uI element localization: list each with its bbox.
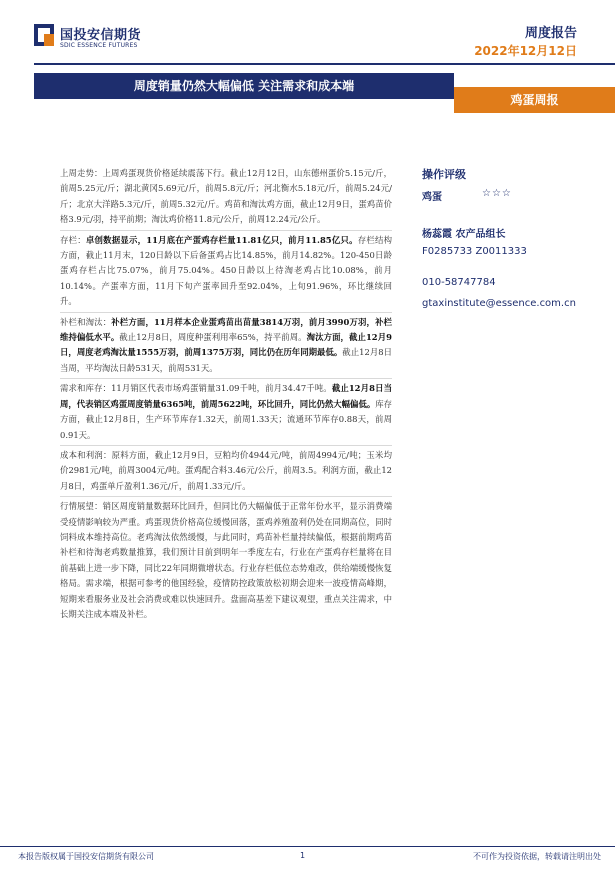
logo-name-cn: 国投安信期货	[60, 28, 142, 43]
logo-icon	[34, 24, 54, 46]
analyst-cert: F0285733 Z0011333	[422, 246, 527, 257]
highlight-inventory: 卓创数据显示，11月底在产蛋鸡存栏量11.81亿只，前月11.85亿只。	[85, 234, 358, 245]
text-replenish: 截止12月8日，周度种蛋利用率65%，持平前周。	[119, 332, 307, 343]
rating-heading: 操作评级	[422, 168, 466, 181]
text-stock: 库存方面，截止12月8日，生产环节库存1.32天，前周1.33天；流通环节库存0.88天，前周0.91天。	[60, 398, 393, 440]
analyst-email[interactable]: gtaxinstitute@essence.com.cn	[422, 298, 576, 309]
report-title: 周度销量仍然大幅偏低 关注需求和成本端	[34, 73, 454, 99]
footer-copyright: 本报告版权属于国投安信期货有限公司	[18, 852, 154, 861]
paragraph-demand	[60, 381, 392, 443]
sidebar	[422, 166, 615, 309]
divider	[60, 312, 392, 313]
highlight-demand: 截止12月8日当周，代表销区鸡蛋周度销量6365吨，前周5622吨，环比回升，同比仍然大幅偏低。	[60, 383, 393, 409]
rating-product: 鸡蛋	[422, 192, 442, 203]
footer-divider	[0, 846, 615, 847]
footer-disclaimer: 不可作为投资依据，转载请注明出处	[473, 852, 601, 861]
section-tag: 鸡蛋周报	[454, 87, 615, 113]
company-logo	[34, 22, 194, 56]
paragraph-outlook: 行情展望：销区周度销量数据环比回升，但同比仍大幅偏低于正常年份水平，显示消费端受疫情影响较为严重。鸡蛋现货价格高位缓慢回落，蛋鸡养殖盈利仍处在同期高位，同时饲料成本维持高位。老鸡淘汰依然缓慢，与此同时，鸡苗补栏量持续偏低，根据前期鸡苗补栏和待淘老鸡数量推算，我们预计目前到明年一季度左右，行业在产蛋鸡存栏量将在目前基础上进一步下降，同比22年同期微增状态。行业存栏低位态势难改，供给端缓慢恢复格局。需求端，根据可参考的他国经验，疫情防控政策放松初期会迎来一波疫情高峰期，短期来看服务业及社会消费或难以快速回升。盘面高基差下建议观望，重点关注需求，中长期关注成本端及补栏。	[60, 501, 392, 619]
text-inventory: 存栏结构方面，截止11月末，120日龄以下后备蛋鸡占比14.85%，前月14.82%。120-450日龄蛋鸡存栏占比75.07%，前月75.04%。450日龄以上待淘老鸡占比10.08%，前月10.14%。产蛋率方面，11月下旬产蛋率回升至92.04%，上旬91.96%，环比继续回升。	[60, 234, 393, 307]
highlight-replenish: 补栏方面，11月样本企业蛋鸡苗出苗量3814万羽，前月3990万羽，补栏维持偏低水平。	[60, 316, 392, 343]
analyst-name: 杨蕊霞 农产品组长	[422, 229, 506, 240]
rating-stars-icon: ☆☆☆	[482, 188, 512, 199]
paragraph-inventory	[60, 233, 392, 310]
text-culling: 截止12月8日当周，平均淘汰日龄531天，前周531天。	[60, 347, 392, 373]
highlight-culling: 淘汰方面，截止12月9日，周度老鸡淘汰量1555万羽，前周1375万羽，同比仍在历年同期最低。	[60, 332, 392, 358]
analyst-phone: 010-58747784	[422, 277, 496, 288]
text-demand: 需求和库存：11月销区代表市场鸡蛋销量31.09千吨，前月34.47千吨。	[60, 383, 332, 394]
rating-row	[422, 188, 615, 203]
page-number: 1	[300, 851, 306, 860]
divider	[60, 496, 392, 497]
report-date: 2022年12月12日	[474, 44, 577, 58]
logo-name-en: SDIC ESSENCE FUTURES	[60, 42, 138, 49]
divider	[60, 230, 392, 231]
label-inventory: 存栏：	[60, 234, 86, 245]
divider	[60, 378, 392, 379]
label-replenish: 补栏和淘汰：	[60, 316, 112, 327]
divider	[60, 445, 392, 446]
paragraph-weekly-trend: 上周走势：上周鸡蛋现货价格延续震荡下行。截止12月12日，山东德州蛋价5.15元/斤，前周5.25元/斤；湖北黄冈5.69元/斤，前周5.8元/斤；河北衡水5.18元/斤，前周5.24元/斤；北京大洋路5.3元/斤，前周5.32元/斤。鸡苗和淘汰鸡方面，截止12月9日，蛋鸡苗价格3.9元/羽，持平前期；淘汰鸡价格11.8元/公斤，前周12.24元/公斤。	[60, 168, 392, 225]
report-type: 周度报告	[524, 26, 577, 41]
paragraph-replenish	[60, 315, 392, 377]
header-divider	[34, 63, 615, 65]
paragraph-cost: 成本和利润：原料方面，截止12月9日，豆粕均价4944元/吨，前周4994元/吨；玉米均价2981元/吨，前周3004元/吨。蛋鸡配合料3.46元/公斤，前周3.5。利润方面，截止12月8日，鸡蛋单斤盈利1.36元/斤，前周1.33元/斤。	[60, 449, 392, 491]
report-body	[60, 166, 392, 622]
